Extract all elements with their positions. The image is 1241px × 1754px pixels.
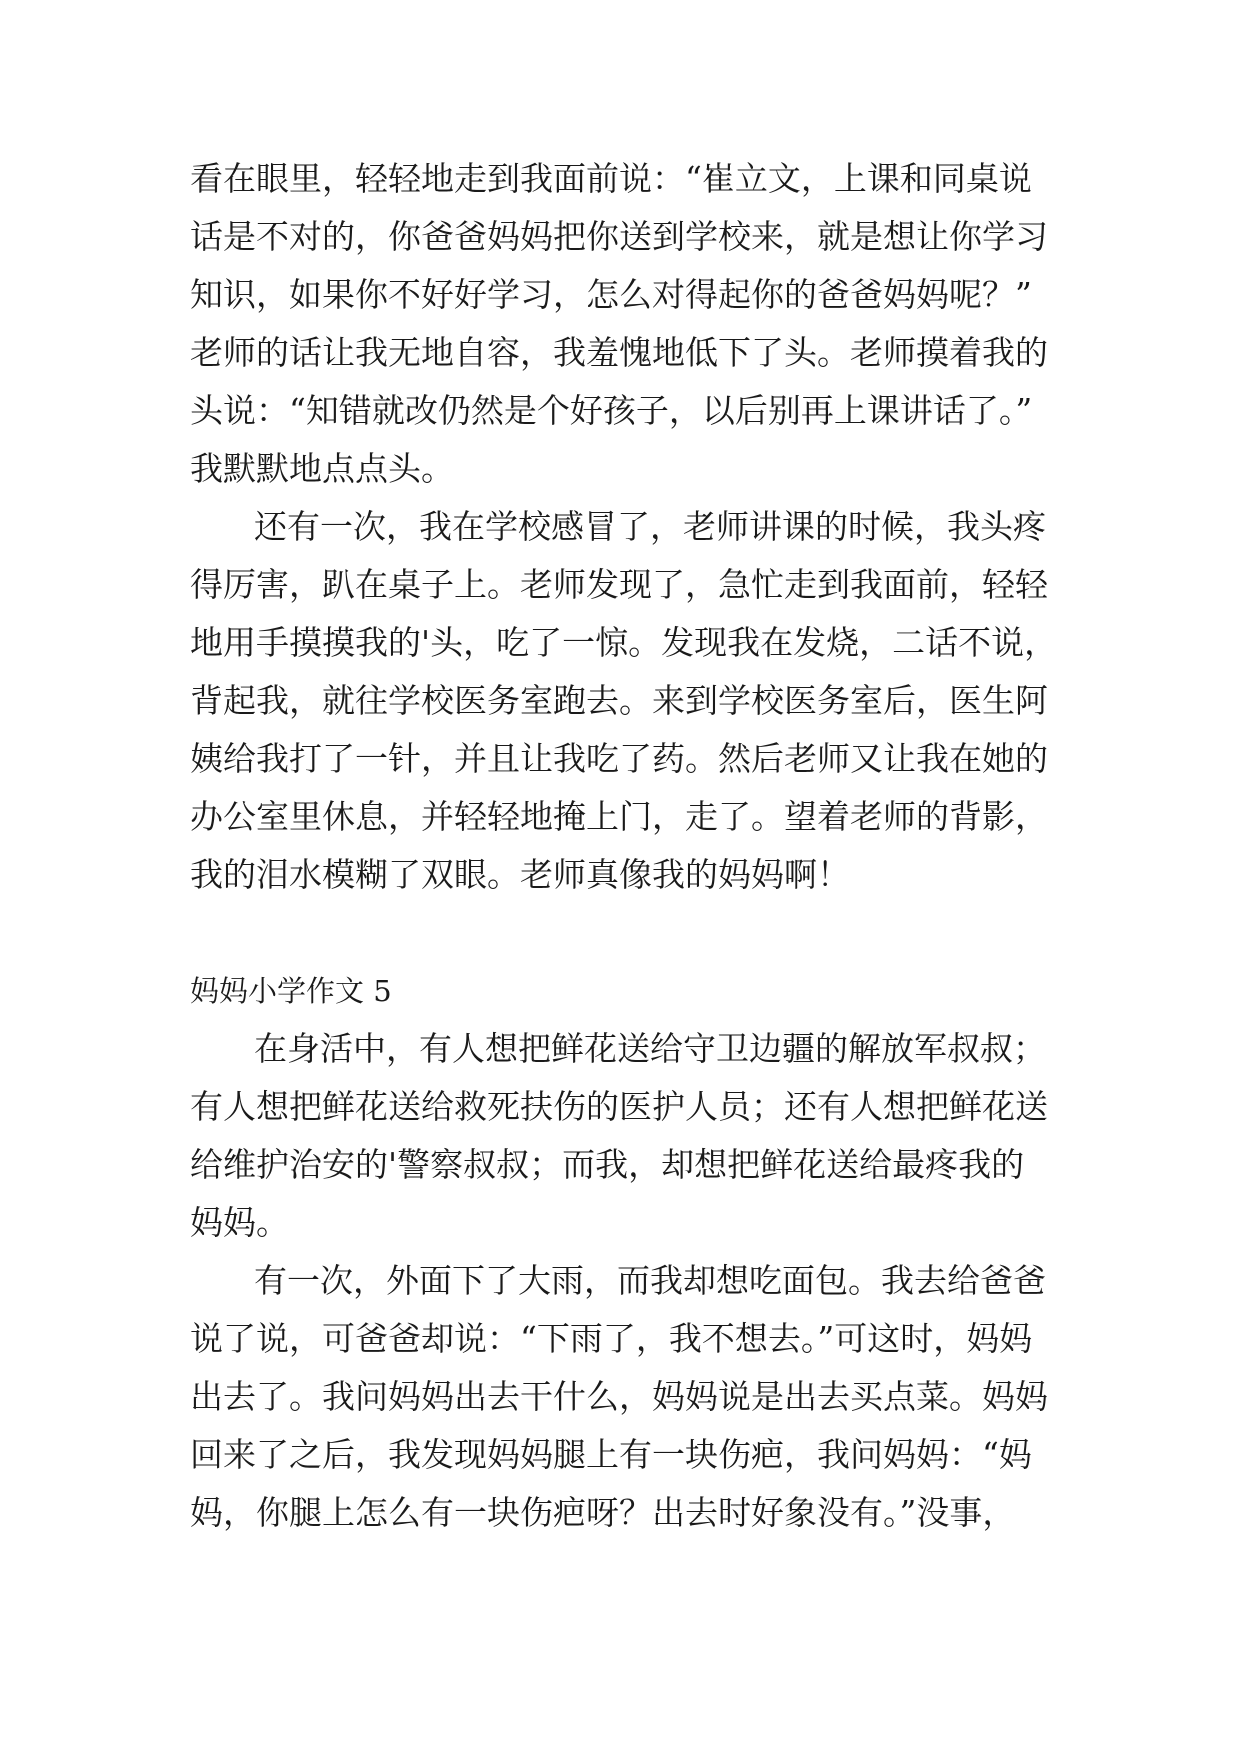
text-line: 办公室里休息，并轻轻地掩上门，走了。望着老师的背影， xyxy=(190,797,1048,836)
paragraph-rainy-day xyxy=(190,1252,1070,1542)
text-line: 姨给我打了一针，并且让我吃了药。然后老师又让我在她的 xyxy=(190,739,1048,778)
text-line: 妈妈。 xyxy=(190,1203,289,1242)
text-line: 说了说，可爸爸却说：“下雨了，我不想去。”可这时，妈妈 xyxy=(190,1319,1033,1358)
text-line: 知识，如果你不好好学习，怎么对得起你的爸爸妈妈呢？” xyxy=(190,275,1032,314)
text-line: 回来了之后，我发现妈妈腿上有一块伤疤，我问妈妈：“妈 xyxy=(190,1435,1032,1474)
text-line: 有一次，外面下了大雨，而我却想吃面包。我去给爸爸 xyxy=(254,1261,1046,1300)
text-line: 得厉害，趴在桌子上。老师发现了，急忙走到我面前，轻轻 xyxy=(190,565,1048,604)
text-line: 话是不对的，你爸爸妈妈把你送到学校来，就是想让你学习 xyxy=(190,217,1048,256)
text-line: 我默默地点点头。 xyxy=(190,449,454,488)
text-line: 老师的话让我无地自容，我羞愧地低下了头。老师摸着我的 xyxy=(190,333,1048,372)
text-line: 给维护治安的'警察叔叔；而我，却想把鲜花送给最疼我的 xyxy=(190,1145,1025,1184)
essay-heading: 妈妈小学作文 5 xyxy=(190,974,392,1008)
document-page xyxy=(190,150,1070,1542)
text-line: 在身活中，有人想把鲜花送给守卫边疆的解放军叔叔； xyxy=(254,1029,1046,1068)
text-line: 妈，你腿上怎么有一块伤疤呀？出去时好象没有。”没事， xyxy=(190,1493,1016,1532)
text-line: 有人想把鲜花送给救死扶伤的医护人员；还有人想把鲜花送 xyxy=(190,1087,1048,1126)
text-line: 还有一次，我在学校感冒了，老师讲课的时候，我头疼 xyxy=(254,507,1046,546)
text-line: 头说：“知错就改仍然是个好孩子，以后别再上课讲话了。” xyxy=(190,391,1033,430)
text-line: 背起我，就往学校医务室跑去。来到学校医务室后，医生阿 xyxy=(190,681,1048,720)
paragraph-sick-at-school xyxy=(190,498,1070,904)
text-line: 出去了。我问妈妈出去干什么，妈妈说是出去买点菜。妈妈 xyxy=(190,1377,1048,1416)
text-line: 看在眼里，轻轻地走到我面前说：“崔立文，上课和同桌说 xyxy=(190,159,1032,198)
text-line: 我的泪水模糊了双眼。老师真像我的妈妈啊！ xyxy=(190,855,850,894)
text-line: 地用手摸摸我的'头，吃了一惊。发现我在发烧，二话不说， xyxy=(190,623,1058,662)
blank-line xyxy=(190,904,1070,962)
paragraph-continued xyxy=(190,150,1070,498)
paragraph-flowers xyxy=(190,1020,1070,1252)
